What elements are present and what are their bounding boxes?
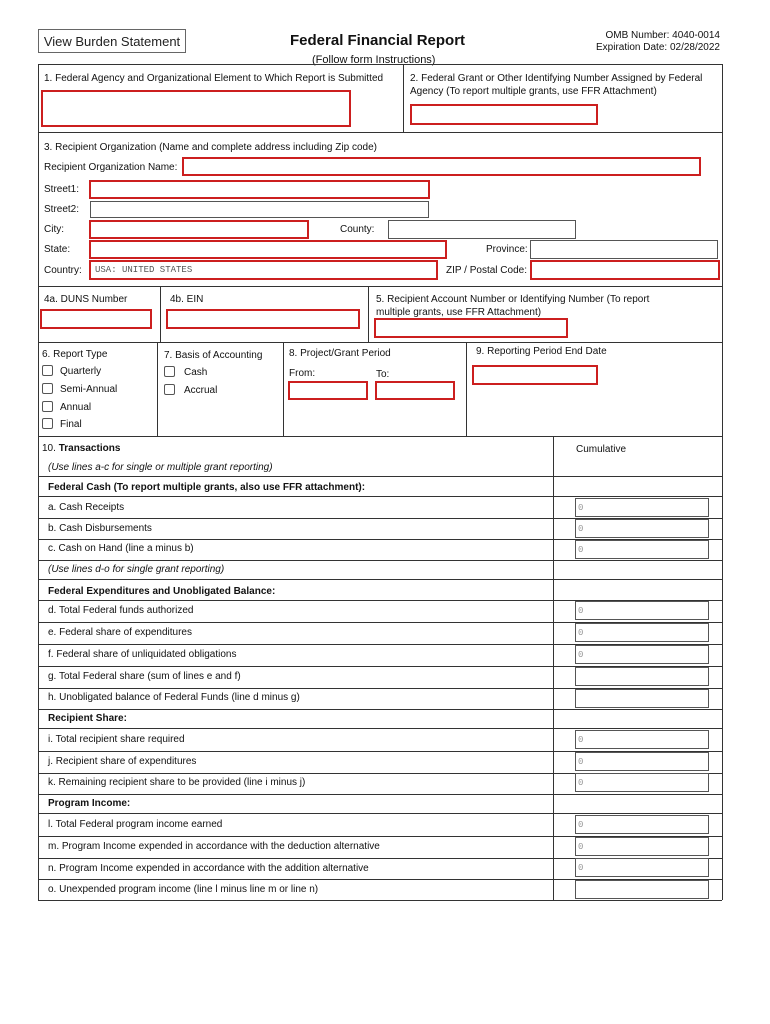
line-d-label: d. Total Federal funds authorized [48,605,194,616]
deduction-alternative-input[interactable] [575,837,709,856]
line-l-label: l. Total Federal program income earned [48,819,223,830]
accrual-label: Accrual [184,385,218,396]
zip-label: ZIP / Postal Code: [446,265,527,276]
line-c-label: c. Cash on Hand (line a minus b) [48,543,194,554]
line-i-label: i. Total recipient share required [48,734,185,745]
view-burden-statement-button[interactable]: View Burden Statement [38,29,186,53]
annual-checkbox[interactable] [42,401,53,412]
line-m-label: m. Program Income expended in accordance with the deduction alternative [48,841,380,852]
recipient-share-expenditures-input[interactable] [575,752,709,771]
org-name-label: Recipient Organization Name: [44,162,178,173]
line-a-label: a. Cash Receipts [48,502,125,513]
line-n-label: n. Program Income expended in accordance with the addition alternative [48,863,369,874]
line-k-label: k. Remaining recipient share to be provided (line i minus j) [48,777,306,788]
city-input[interactable] [89,220,309,239]
county-input[interactable] [388,220,576,239]
expiration-date: Expiration Date: 02/28/2022 [596,42,720,53]
city-label: City: [44,224,64,235]
province-input[interactable] [530,240,718,259]
duns-input[interactable] [40,309,152,329]
addition-alternative-input[interactable] [575,858,709,877]
unliquidated-obligations-input[interactable] [575,645,709,664]
program-income-earned-input[interactable] [575,815,709,834]
total-recipient-share-input[interactable] [575,730,709,749]
cash-disbursements-input[interactable] [575,519,709,538]
basis-accounting-label: 7. Basis of Accounting [164,350,263,361]
grant-number-label: 2. Federal Grant or Other Identifying Number Assigned by Federal Agency (To report multiple grants, use FFR Attachment) [410,73,703,97]
semi-annual-label: Semi-Annual [60,384,118,395]
agency-label: 1. Federal Agency and Organizational Element to Which Report is Submitted [44,73,384,84]
cash-receipts-input[interactable] [575,498,709,517]
federal-expenditures-heading: Federal Expenditures and Unobligated Balance: [48,586,276,597]
state-select[interactable] [89,240,447,259]
line-j-label: j. Recipient share of expenditures [48,756,197,767]
accrual-checkbox[interactable] [164,384,175,395]
line-e-label: e. Federal share of expenditures [48,627,192,638]
unobligated-balance-input[interactable] [575,689,709,708]
line-b-label: b. Cash Disbursements [48,523,152,534]
line-f-label: f. Federal share of unliquidated obligations [48,649,237,660]
quarterly-checkbox[interactable] [42,365,53,376]
country-select[interactable] [89,260,438,280]
recipient-org-label: 3. Recipient Organization (Name and complete address including Zip code) [44,142,377,153]
period-from-input[interactable] [288,381,368,400]
street1-input[interactable] [89,180,430,199]
annual-label: Annual [60,402,92,413]
cash-on-hand-input[interactable] [575,540,709,559]
street2-label: Street2: [44,204,80,215]
zip-input[interactable] [530,260,720,280]
total-federal-share-input[interactable] [575,667,709,686]
state-label: State: [44,244,71,255]
note-lines-d-o: (Use lines d-o for single grant reporting) [48,564,225,575]
org-name-input[interactable] [182,157,701,176]
line-g-label: g. Total Federal share (sum of lines e and f) [48,671,241,682]
street2-input[interactable] [90,201,429,218]
cash-checkbox[interactable] [164,366,175,377]
omb-number: OMB Number: 4040-0014 [605,30,720,41]
from-label: From: [289,368,316,379]
program-income-heading: Program Income: [48,798,131,809]
account-number-input[interactable] [374,318,568,338]
cash-label: Cash [184,367,208,378]
agency-input[interactable] [41,90,351,127]
semi-annual-checkbox[interactable] [42,383,53,394]
remaining-recipient-share-input[interactable] [575,773,709,792]
form-title: Federal Financial Report [290,32,466,49]
unexpended-program-income-input[interactable] [575,880,709,899]
form-subtitle: (Follow form Instructions) [312,54,436,66]
transactions-heading: 10. Transactions [42,443,121,454]
duns-label: 4a. DUNS Number [44,294,128,305]
grant-number-input[interactable] [410,104,598,125]
final-label: Final [60,419,82,430]
line-h-label: h. Unobligated balance of Federal Funds (line d minus g) [48,692,300,703]
final-checkbox[interactable] [42,418,53,429]
report-type-label: 6. Report Type [42,349,108,360]
line-o-label: o. Unexpended program income (line l minus line m or line n) [48,884,319,895]
county-label: County: [340,224,375,235]
recipient-share-heading: Recipient Share: [48,713,127,724]
ein-input[interactable] [166,309,360,329]
federal-cash-heading: Federal Cash (To report multiple grants, also use FFR attachment): [48,482,366,493]
period-end-label: 9. Reporting Period End Date [476,346,607,357]
country-label: Country: [44,265,82,276]
quarterly-label: Quarterly [60,366,102,377]
to-label: To: [376,369,390,380]
period-end-input[interactable] [472,365,598,385]
federal-share-expenditures-input[interactable] [575,623,709,642]
project-period-label: 8. Project/Grant Period [289,348,391,359]
federal-funds-authorized-input[interactable] [575,601,709,620]
cumulative-heading: Cumulative [576,444,627,455]
account-number-label: 5. Recipient Account Number or Identifying Number (To report multiple grants, use FFR Attachment) [376,294,650,318]
street1-label: Street1: [44,184,80,195]
period-to-input[interactable] [375,381,455,400]
note-lines-a-c: (Use lines a-c for single or multiple grant reporting) [48,462,273,473]
ein-label: 4b. EIN [170,294,204,305]
province-label: Province: [486,244,528,255]
